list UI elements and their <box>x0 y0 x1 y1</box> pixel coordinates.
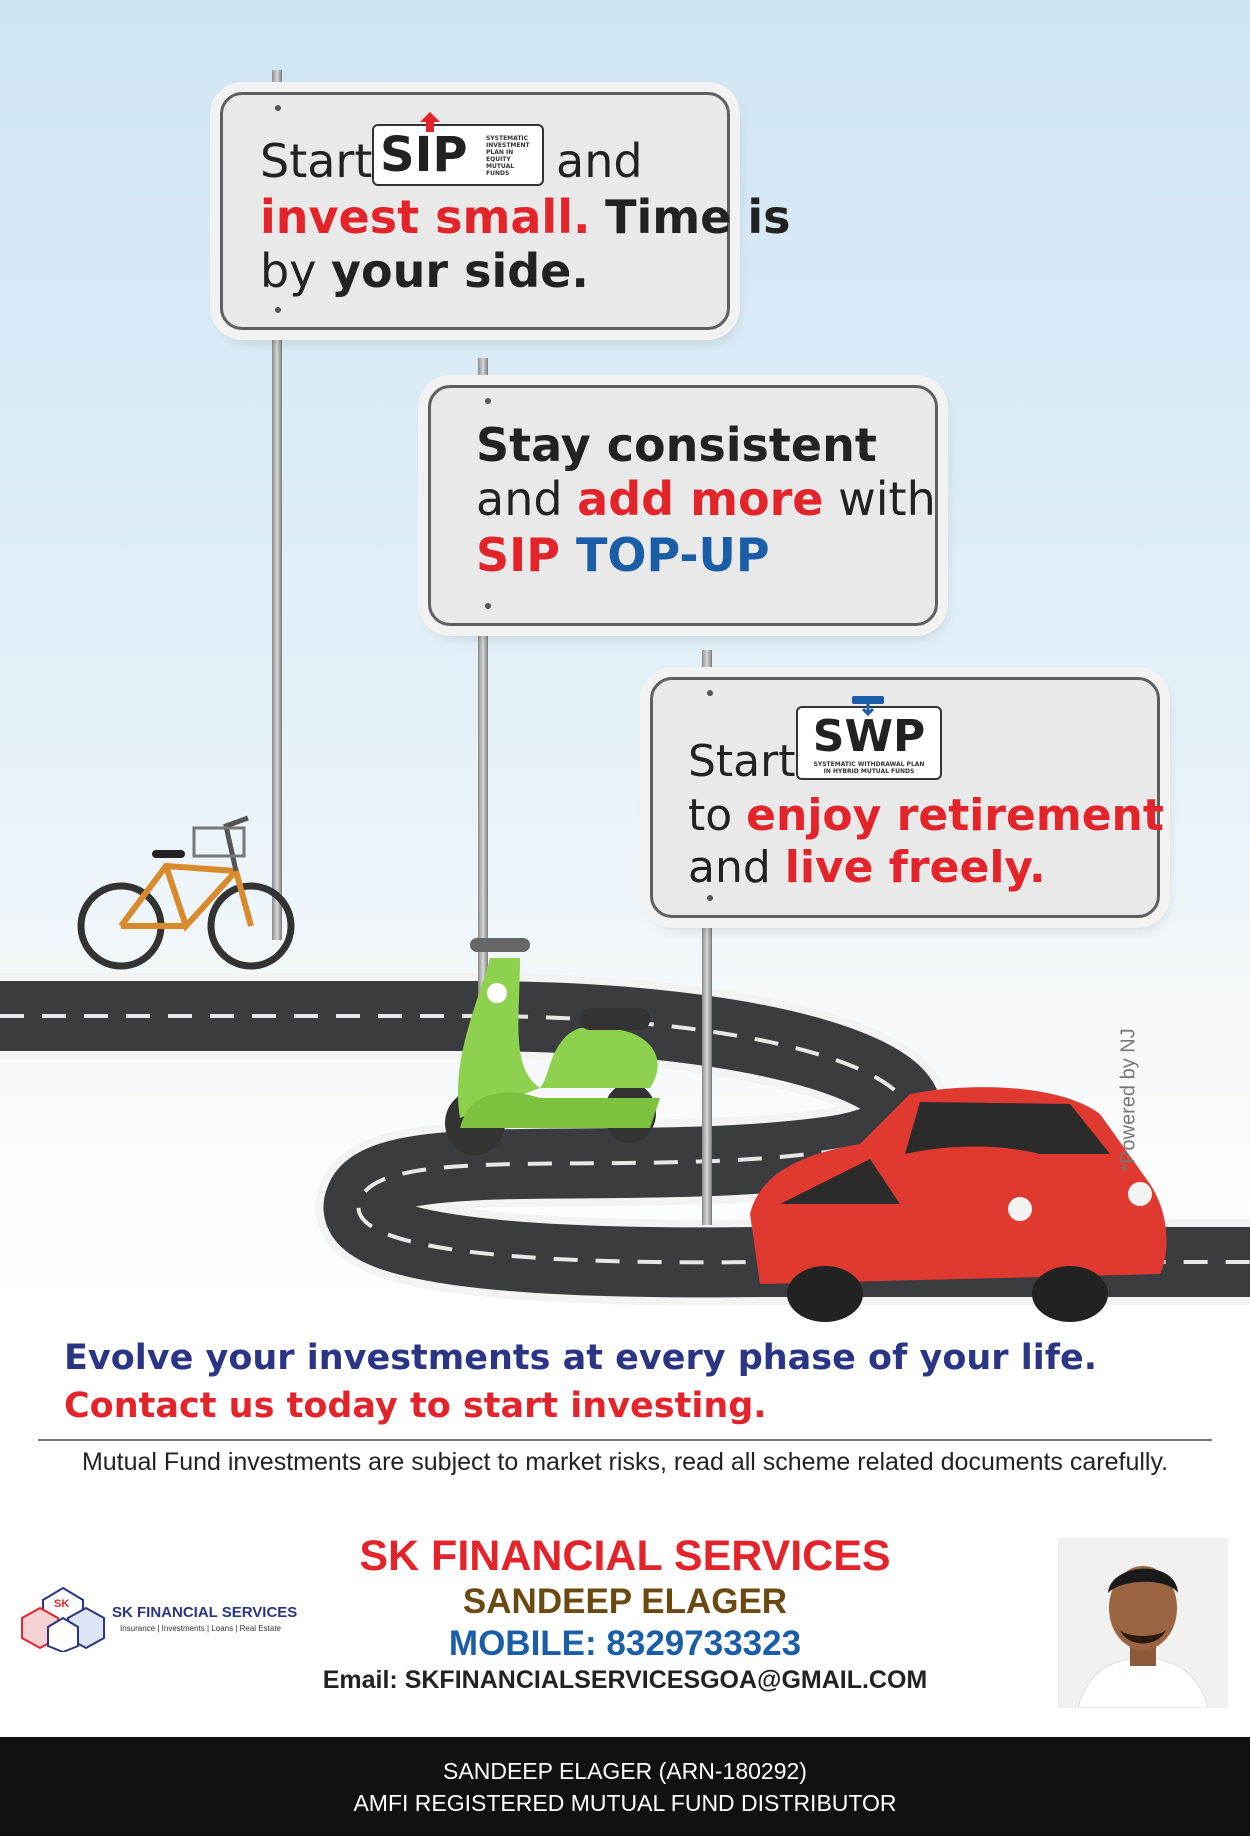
profile-photo <box>1058 1538 1228 1708</box>
powered-by-label: *Powered by NJ <box>1117 1028 1140 1172</box>
sip-rest2: your side. <box>331 244 589 298</box>
sip-logo-desc-5: MUTUAL <box>486 163 515 170</box>
logo-company-name: SK FINANCIAL SERVICES <box>112 1604 298 1621</box>
swp-highlight1: enjoy retirement <box>746 790 1164 841</box>
swp-logo <box>796 706 942 780</box>
sip-rest1: Time is <box>605 190 791 244</box>
swp-line3 <box>688 842 1046 893</box>
bolt <box>275 105 281 111</box>
disclaimer-text: Mutual Fund investments are subject to market risks, read all scheme related documents carefully. <box>81 1448 1169 1476</box>
swp-logo-desc-1: SYSTEMATIC WITHDRAWAL PLAN <box>813 761 925 768</box>
sip-logo-desc-2: INVESTMENT <box>486 142 530 149</box>
swp-logo-desc-2: IN HYBRID MUTUAL FUNDS <box>823 768 915 775</box>
scooter-illustration <box>430 938 680 1168</box>
swp-to: to <box>688 790 733 841</box>
tagline-line2: Contact us today to start investing. <box>64 1386 767 1426</box>
swp-and: and <box>688 842 771 893</box>
company-name: SK FINANCIAL SERVICES <box>359 1532 891 1580</box>
bolt <box>707 895 713 901</box>
swp-logo-text: SWP <box>812 711 926 762</box>
car-illustration <box>740 1084 1180 1324</box>
sip-and-text: and <box>556 134 643 188</box>
topup-topup: TOP-UP <box>575 528 770 582</box>
person-avatar-icon <box>1058 1538 1228 1708</box>
sip-logo-desc-3: PLAN IN <box>486 149 514 156</box>
logo-mark-text: SK <box>54 1598 70 1610</box>
bicycle-illustration <box>76 796 296 986</box>
swp-start-text: Start <box>688 736 796 787</box>
sip-start-text: Start <box>260 134 373 188</box>
person-name: SANDEEP ELAGER <box>462 1582 788 1621</box>
topup-and: and <box>476 472 563 526</box>
bolt <box>485 603 491 609</box>
bolt <box>275 307 281 313</box>
logo-subtitle: Insurance | Investments | Loans | Real Estate <box>120 1624 281 1633</box>
sip-logo-desc-4: EQUITY <box>486 156 511 163</box>
sip-logo-text: SIP <box>380 127 468 183</box>
topup-line3 <box>476 528 770 582</box>
topup-line1: Stay consistent <box>476 418 877 472</box>
email-address[interactable]: Email: SKFINANCIALSERVICESGOA@GMAIL.COM <box>322 1666 928 1694</box>
footer-amfi: AMFI REGISTERED MUTUAL FUND DISTRIBUTOR <box>353 1790 897 1816</box>
sip-line2 <box>260 190 791 244</box>
mobile-number[interactable]: MOBILE: 8329733323 <box>448 1624 802 1663</box>
footer-arn: SANDEEP ELAGER (ARN-180292) <box>443 1758 807 1784</box>
swp-line2 <box>688 790 1164 841</box>
footer-bar <box>0 1737 1250 1836</box>
divider <box>38 1439 1212 1441</box>
sip-line3 <box>260 244 589 298</box>
sip-logo <box>372 124 544 186</box>
topup-line2 <box>476 472 936 526</box>
sip-highlight: invest small. <box>260 190 591 244</box>
tagline-line1: Evolve your investments at every phase of your life. <box>64 1338 1097 1378</box>
sip-by: by <box>260 244 317 298</box>
sip-logo-desc-1: SYSTEMATIC <box>486 135 529 142</box>
sip-logo-desc-6: FUNDS <box>486 170 510 177</box>
topup-highlight: add more <box>577 472 824 526</box>
swp-highlight2: live freely. <box>784 842 1046 893</box>
bolt <box>707 690 713 696</box>
topup-sip: SIP <box>476 528 560 582</box>
bolt <box>485 398 491 404</box>
topup-with: with <box>838 472 936 526</box>
